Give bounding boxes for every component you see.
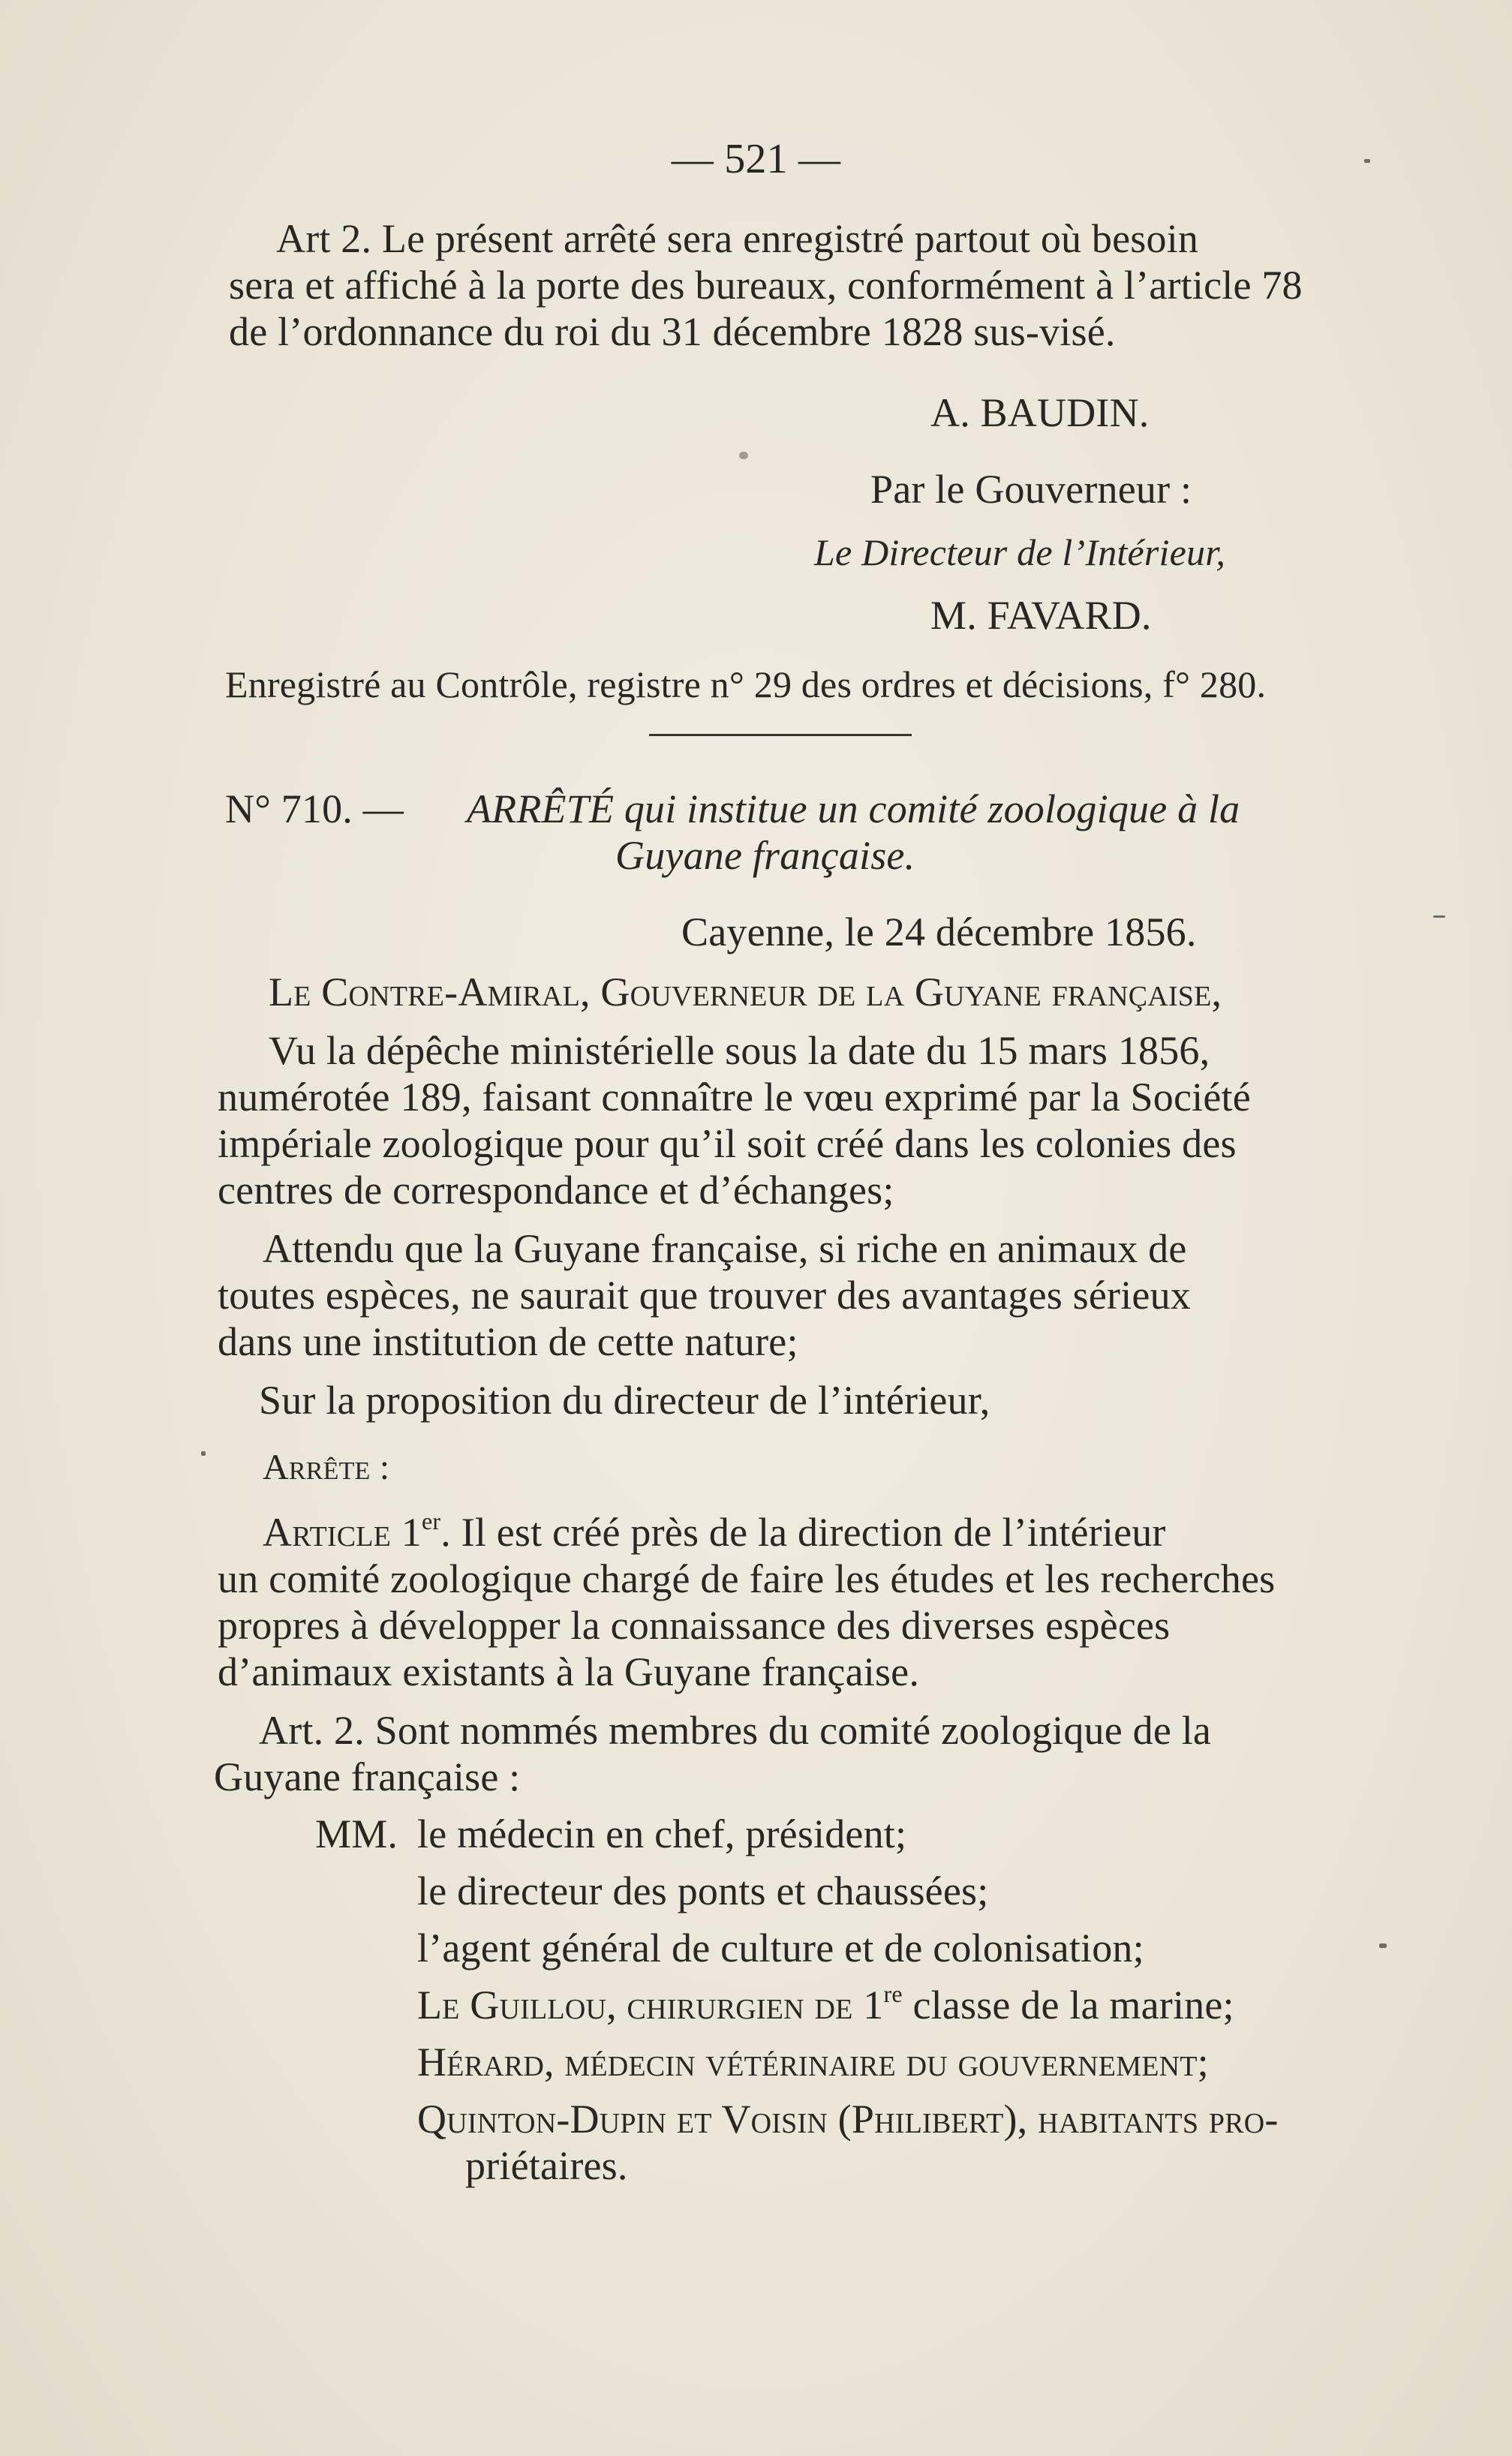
text-line: de l’ordonnance du roi du 31 décembre 1828 sus-visé. (229, 309, 1116, 354)
text-line: sera et affiché à la porte des bureaux, conformément à l’article 78 (229, 263, 1303, 308)
text-line: Vu la dépêche ministérielle sous la date du 15 mars 1856, (269, 1028, 1210, 1073)
text-line: dans une institution de cette nature; (218, 1319, 798, 1364)
text-line: Le Contre-Amiral, Gouverneur de la Guyane française, (269, 969, 1222, 1015)
decree-number: N° 710. — (225, 786, 404, 831)
article-1 (263, 1508, 1512, 1556)
text-line: Le Directeur de l’Intérieur, (814, 531, 1226, 573)
member-line: Quinton-Dupin et Voisin (Philibert), habitants pro- (417, 2097, 1279, 2142)
decree-title: ARRÊTÉ qui institue un comité zoologique à la (467, 786, 1240, 831)
text-line: Art. 2. Sont nommés membres du comité zoologique de la (259, 1708, 1212, 1753)
text-line: Art 2. Le présent arrêté sera enregistré partout où besoin (276, 216, 1199, 261)
paper-speck (201, 1451, 206, 1456)
member-line: priétaires. (465, 2143, 628, 2188)
text-line: d’animaux existants à la Guyane française. (218, 1649, 920, 1694)
text-line: Sur la proposition du directeur de l’intérieur, (259, 1378, 990, 1423)
decree-title: Guyane française. (615, 833, 915, 878)
signature-baudin: A. BAUDIN. (930, 390, 1150, 435)
registration-note: Enregistré au Contrôle, registre n° 29 des ordres et décisions, f° 280. (225, 663, 1267, 705)
text-line: propres à développer la connaissance des diverses espèces (218, 1603, 1171, 1648)
member-line: Le Guillou, chirurgien de 1re classe de la marine; (417, 1980, 1234, 2028)
place-date: Cayenne, le 24 décembre 1856. (681, 909, 1197, 954)
text-line: Par le Gouverneur : (870, 467, 1192, 512)
paper-speck (1364, 159, 1370, 163)
text-line: centres de correspondance et d’échanges; (218, 1168, 894, 1213)
text-line: Guyane française : (214, 1754, 521, 1799)
separator-rule (649, 734, 912, 736)
signature-favard: M. FAVARD. (930, 593, 1152, 638)
arrete-heading: Arrête : (263, 1447, 390, 1487)
text-line: numérotée 189, faisant connaître le vœu exprimé par la Société (218, 1075, 1251, 1120)
member-line: Hérard, médecin vétérinaire du gouvernement; (417, 2040, 1209, 2085)
article-text: . Il est créé près de la direction de l’intérieur (440, 1510, 1166, 1555)
text-line: Attendu que la Guyane française, si riche en animaux de (263, 1226, 1187, 1271)
paper-speck (1379, 1943, 1387, 1948)
superscript: er (422, 1508, 441, 1535)
text-line: un comité zoologique chargé de faire les études et les recherches (218, 1556, 1276, 1601)
text-line: impériale zoologique pour qu’il soit créé dans les colonies des (218, 1121, 1237, 1166)
text-line: toutes espèces, ne saurait que trouver des avantages sérieux (218, 1273, 1192, 1318)
member-line: le médecin en chef, président; (417, 1811, 907, 1856)
member-line: le directeur des ponts et chaussées; (417, 1868, 989, 1913)
paper-speck (1433, 915, 1445, 918)
member-line: l’agent général de culture et de colonisation; (417, 1925, 1144, 1971)
paper-speck (739, 452, 748, 459)
mm-label: MM. (315, 1811, 398, 1856)
page-number: — 521 — (671, 136, 841, 182)
article-label: Article 1 (263, 1510, 422, 1555)
